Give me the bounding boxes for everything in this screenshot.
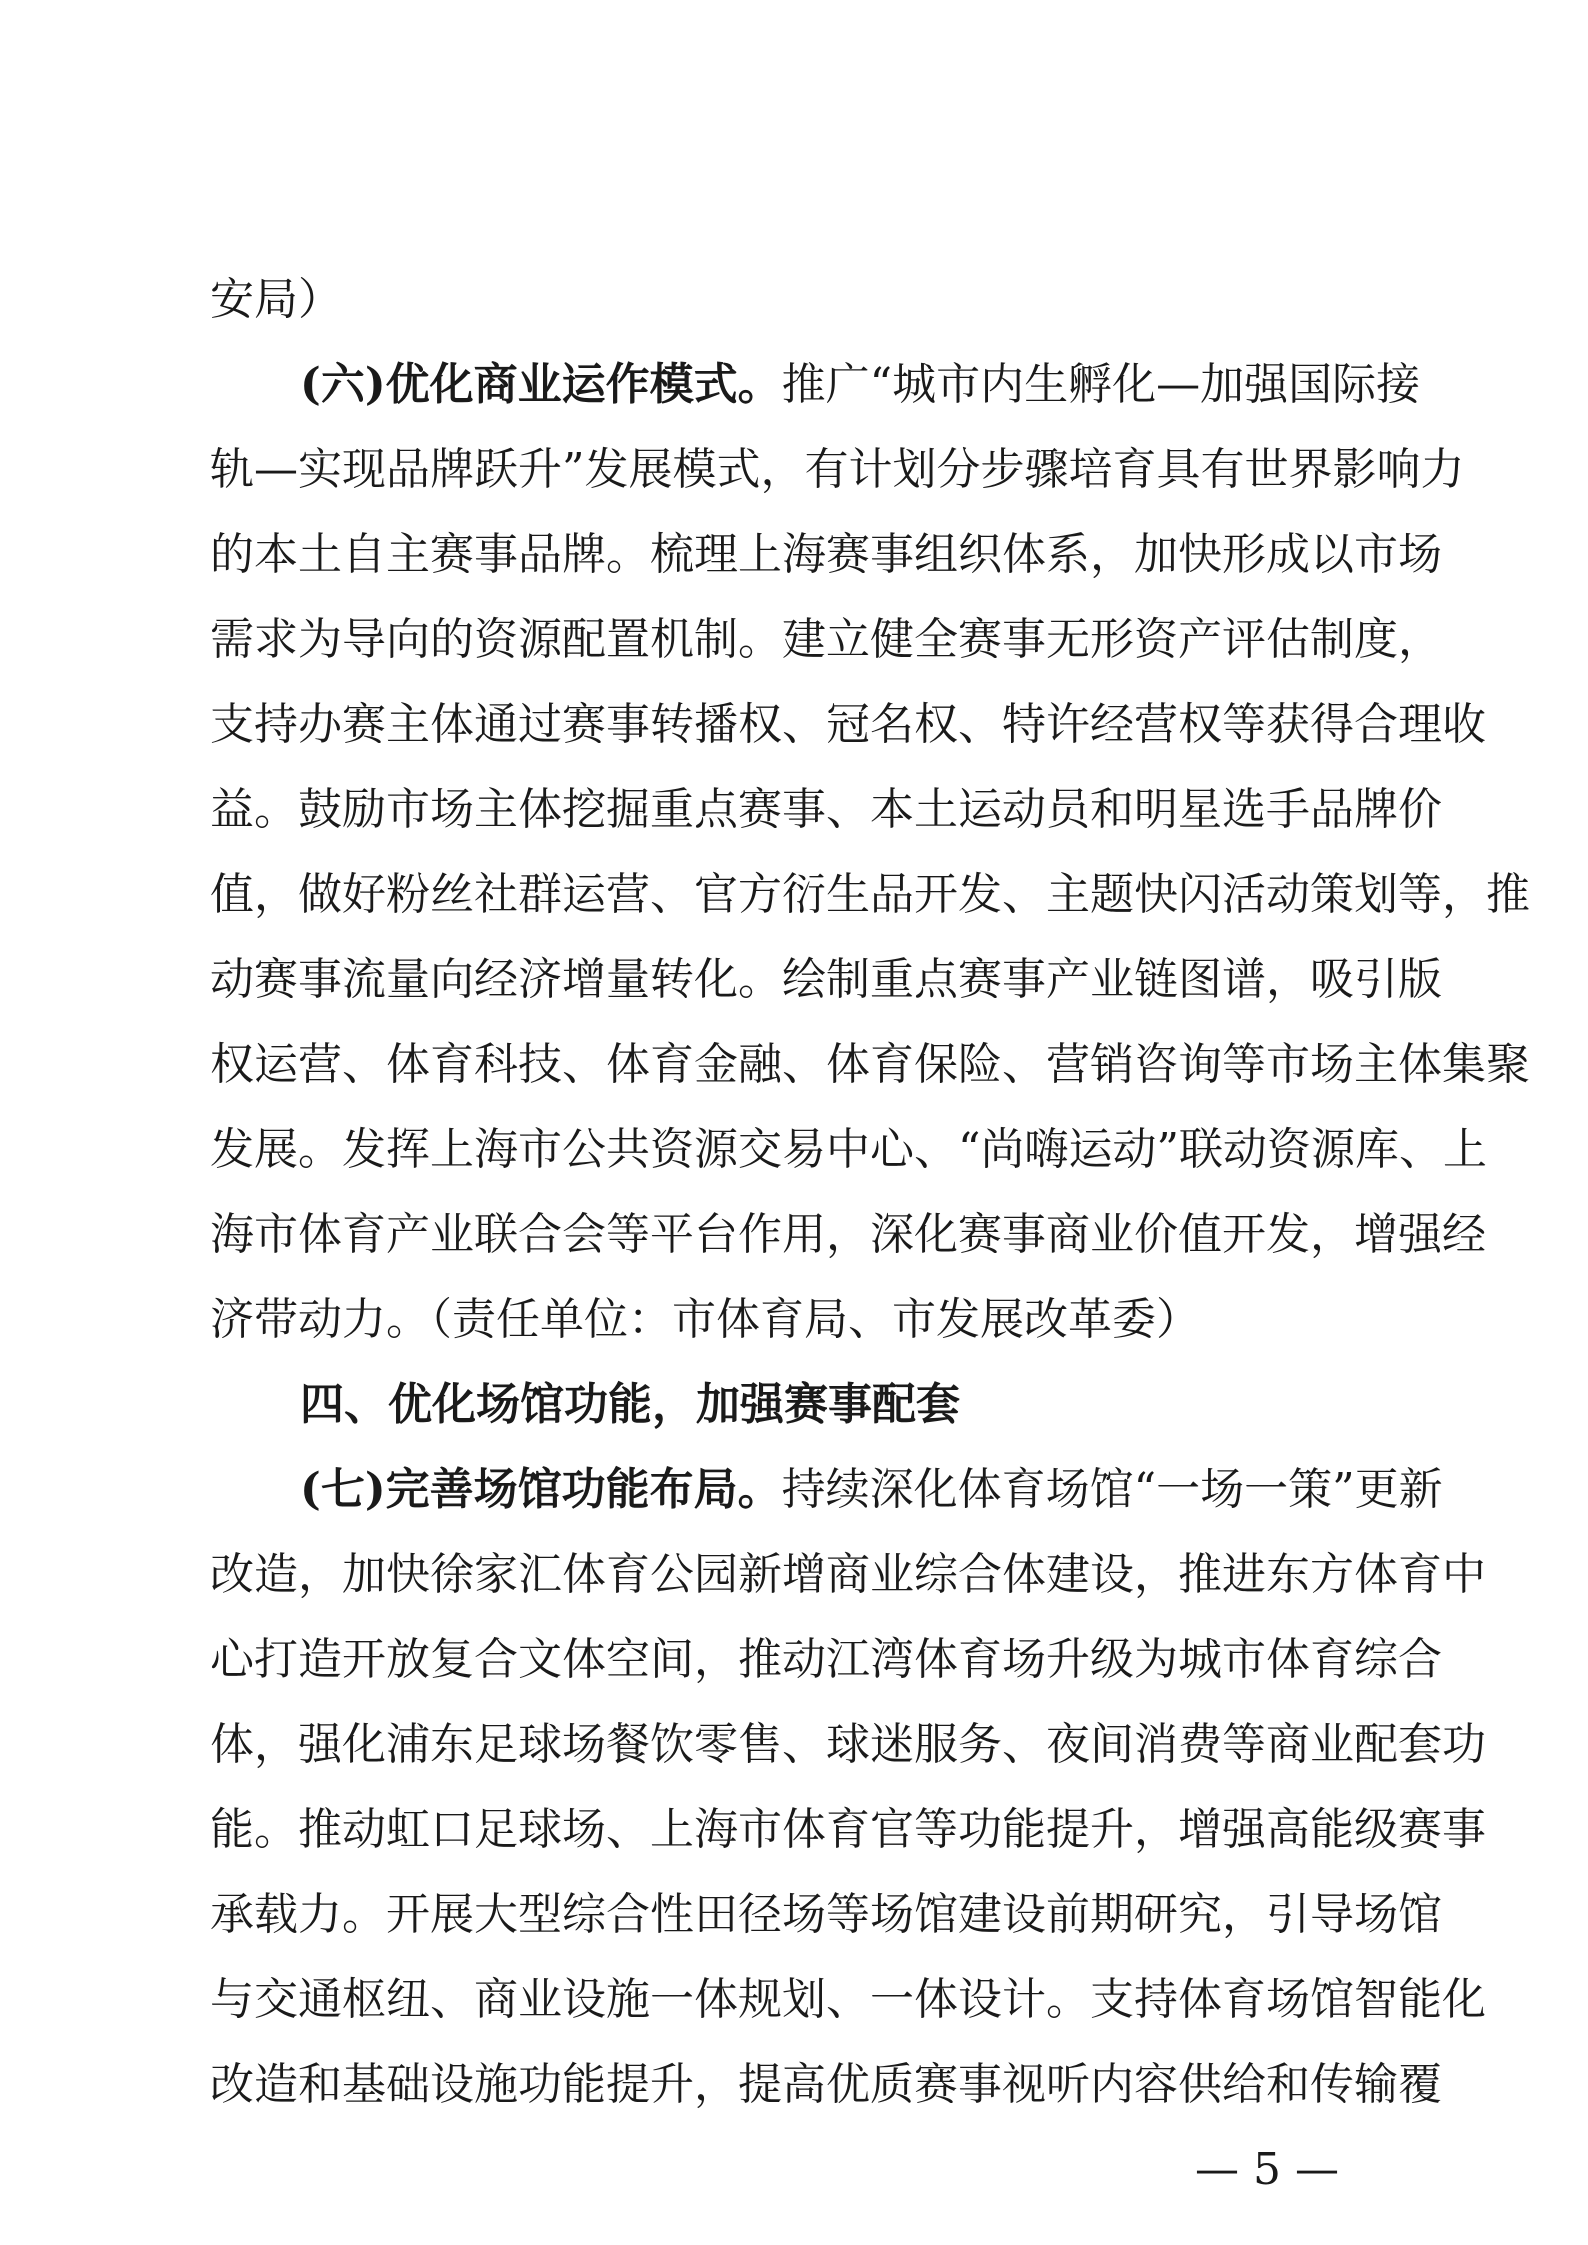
text-line: 需求为导向的资源配置机制。建立健全赛事无形资产评估制度，: [210, 614, 1442, 665]
page-number: — 5 —: [1195, 2144, 1339, 2195]
text-line: 轨—实现品牌跃升”发展模式，有计划分步骤培育具有世界影响力: [210, 444, 1465, 495]
paragraph-6-rest: 推广“城市内生孵化—加强国际接: [781, 359, 1421, 410]
text-line: 发展。发挥上海市公共资源交易中心、“尚嗨运动”联动资源库、上: [210, 1124, 1487, 1175]
section-heading: 四、优化场馆功能，加强赛事配套: [300, 1379, 960, 1430]
paragraph-7-first-line: [300, 1460, 1443, 1520]
text-line: 心打造开放复合文体空间，推动江湾体育场升级为城市体育综合: [210, 1634, 1442, 1685]
paragraph-6-first-line: [300, 355, 1421, 415]
text-line: 的本土自主赛事品牌。梳理上海赛事组织体系，加快形成以市场: [210, 529, 1442, 580]
text-line: 动赛事流量向经济增量转化。绘制重点赛事产业链图谱，吸引版: [210, 954, 1442, 1005]
text-line: 济带动力。（责任单位：市体育局、市发展改革委）: [210, 1294, 1200, 1345]
text-line: 体，强化浦东足球场餐饮零售、球迷服务、夜间消费等商业配套功: [210, 1719, 1486, 1770]
paragraph-7-lead: (七)完善场馆功能布局。: [300, 1464, 782, 1515]
text-line: 改造和基础设施功能提升，提高优质赛事视听内容供给和传输覆: [210, 2059, 1442, 2110]
paragraph-6-lead: (六)优化商业运作模式。: [300, 359, 782, 410]
paragraph-7-rest: 持续深化体育场馆“一场一策”更新: [781, 1464, 1443, 1515]
text-line: 承载力。开展大型综合性田径场等场馆建设前期研究，引导场馆: [210, 1889, 1442, 1940]
text-line: 海市体育产业联合会等平台作用，深化赛事商业价值开发，增强经: [210, 1209, 1486, 1260]
text-line: 能。推动虹口足球场、上海市体育官等功能提升，增强高能级赛事: [210, 1804, 1486, 1855]
text-line: 与交通枢纽、商业设施一体规划、一体设计。支持体育场馆智能化: [210, 1974, 1486, 2025]
text-line: 益。鼓励市场主体挖掘重点赛事、本土运动员和明星选手品牌价: [210, 784, 1442, 835]
text-line: 支持办赛主体通过赛事转播权、冠名权、特许经营权等获得合理收: [210, 699, 1486, 750]
text-line: 权运营、体育科技、体育金融、体育保险、营销咨询等市场主体集聚: [210, 1039, 1530, 1090]
text-line: 安局）: [210, 274, 342, 325]
text-line: 值，做好粉丝社群运营、官方衍生品开发、主题快闪活动策划等，推: [210, 869, 1530, 920]
text-line: 改造，加快徐家汇体育公园新增商业综合体建设，推进东方体育中: [210, 1549, 1486, 1600]
